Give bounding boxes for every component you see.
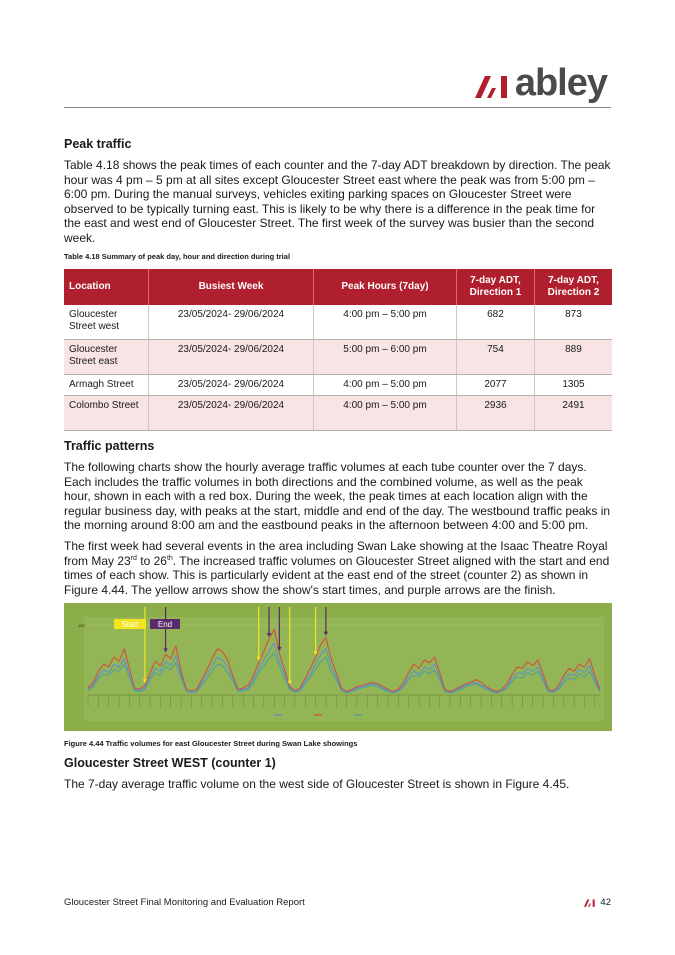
- table-row: [64, 339, 612, 374]
- cell-location: Armagh Street: [64, 374, 148, 396]
- heading-gloucester-west: Gloucester Street WEST (counter 1): [64, 756, 276, 771]
- start-label: Start: [121, 620, 139, 630]
- superscript: th: [166, 554, 173, 562]
- col-header-peak-hours: Peak Hours (7day): [314, 269, 457, 305]
- heading-peak-traffic: Peak traffic: [64, 137, 132, 151]
- page-content: [64, 137, 612, 798]
- cell-week: 23/05/2024- 29/06/2024: [148, 305, 313, 340]
- footer-page: [584, 897, 611, 908]
- cell-location: Colombo Street: [64, 396, 148, 431]
- table-row: [64, 305, 612, 340]
- cell-location: Gloucester Street east: [64, 339, 148, 374]
- header-divider: [64, 107, 611, 108]
- figure-caption: Figure 4.44 Traffic volumes for east Gloucester Street during Swan Lake showings: [64, 739, 358, 749]
- abley-logo: [475, 58, 607, 104]
- page-number: 42: [600, 897, 611, 908]
- cell-peak: 4:00 pm – 5:00 pm: [314, 374, 457, 396]
- logo-wordmark: abley: [514, 62, 607, 104]
- col-header-adt-dir1: 7-day ADT, Direction 1: [456, 269, 534, 305]
- col-header-adt-dir2: 7-day ADT, Direction 2: [534, 269, 612, 305]
- col-header-location: Location: [64, 269, 148, 305]
- cell-adt-dir1: 2077: [456, 374, 534, 396]
- cell-adt-dir2: 2491: [534, 396, 612, 431]
- peak-summary-table: [64, 269, 612, 432]
- cell-location: Gloucester Street west: [64, 305, 148, 340]
- end-label: End: [157, 620, 173, 630]
- paragraph-traffic-patterns-2: [64, 539, 612, 597]
- paragraph-traffic-patterns-1: The following charts show the hourly average traffic volumes at each tube counter over the 7 days. Each includes the traffic volumes in both directions and the combined volume, as well as the peak hour, shown in each with a red box. During the week, the peak times at each location align with the regular business day, with peaks at the start, middle and end of the day. The westbound traffic peaks in the morning around 8:00 am and the eastbound peaks in the afternoon between 4:00 and 5:00 pm.: [64, 460, 611, 533]
- text-fragment: The first week had several events in the area including Swan Lake showing at the Isaac Theatre Royal from May 23: [64, 539, 608, 568]
- cell-adt-dir2: 1305: [534, 374, 612, 396]
- text-fragment: to 26: [136, 553, 167, 568]
- table-row: [64, 374, 612, 396]
- abley-mark-icon: [475, 72, 511, 98]
- text-fragment: . The increased traffic volumes on Gloucester Street aligned with the start and end times of each show. This is particularly evident at the east end of the street (counter 2) as shown in Figure 4.44. The yellow arrows show the show's start times, and purple arrows are the finish.: [64, 553, 610, 597]
- footer-title: Gloucester Street Final Monitoring and Evaluation Report: [64, 897, 305, 908]
- paragraph-peak-traffic: Table 4.18 shows the peak times of each counter and the 7-day ADT breakdown by direction. The peak hour was 4 pm – 5 pm at all sites except Gloucester Street east where the peak was from 5:00 pm – 6:00 pm. During the manual surveys, vehicles exiting parking spaces on Gloucester Street were observed to be typically turning east. This is likely to be why there is a difference in the peak time for the east and west end of Gloucester Street. The first week of the survey was busier than the second week.: [64, 158, 611, 245]
- cell-peak: 4:00 pm – 5:00 pm: [314, 396, 457, 431]
- cell-week: 23/05/2024- 29/06/2024: [148, 374, 313, 396]
- table-caption: Table 4.18 Summary of peak day, hour and direction during trial: [64, 251, 291, 261]
- col-header-busiest-week: Busiest Week: [148, 269, 313, 305]
- cell-adt-dir1: 2936: [456, 396, 534, 431]
- cell-peak: 5:00 pm – 6:00 pm: [314, 339, 457, 374]
- heading-traffic-patterns: Traffic patterns: [64, 439, 155, 454]
- cell-peak: 4:00 pm – 5:00 pm: [314, 305, 457, 340]
- page-footer: [64, 897, 611, 908]
- cell-adt-dir2: 889: [534, 339, 612, 374]
- cell-week: 23/05/2024- 29/06/2024: [148, 339, 313, 374]
- cell-adt-dir2: 873: [534, 305, 612, 340]
- y-tick-label: 100: [78, 623, 85, 629]
- cell-adt-dir1: 754: [456, 339, 534, 374]
- traffic-volume-chart: [64, 603, 612, 731]
- cell-adt-dir1: 682: [456, 305, 534, 340]
- table-header-row: [64, 269, 612, 305]
- chart-svg: [64, 603, 612, 731]
- paragraph-gloucester-west: The 7-day average traffic volume on the west side of Gloucester Street is shown in Figure 4.45.: [64, 777, 570, 792]
- abley-mark-icon: [584, 898, 596, 907]
- cell-week: 23/05/2024- 29/06/2024: [148, 396, 313, 431]
- table-row: [64, 396, 612, 431]
- superscript: rd: [130, 554, 137, 562]
